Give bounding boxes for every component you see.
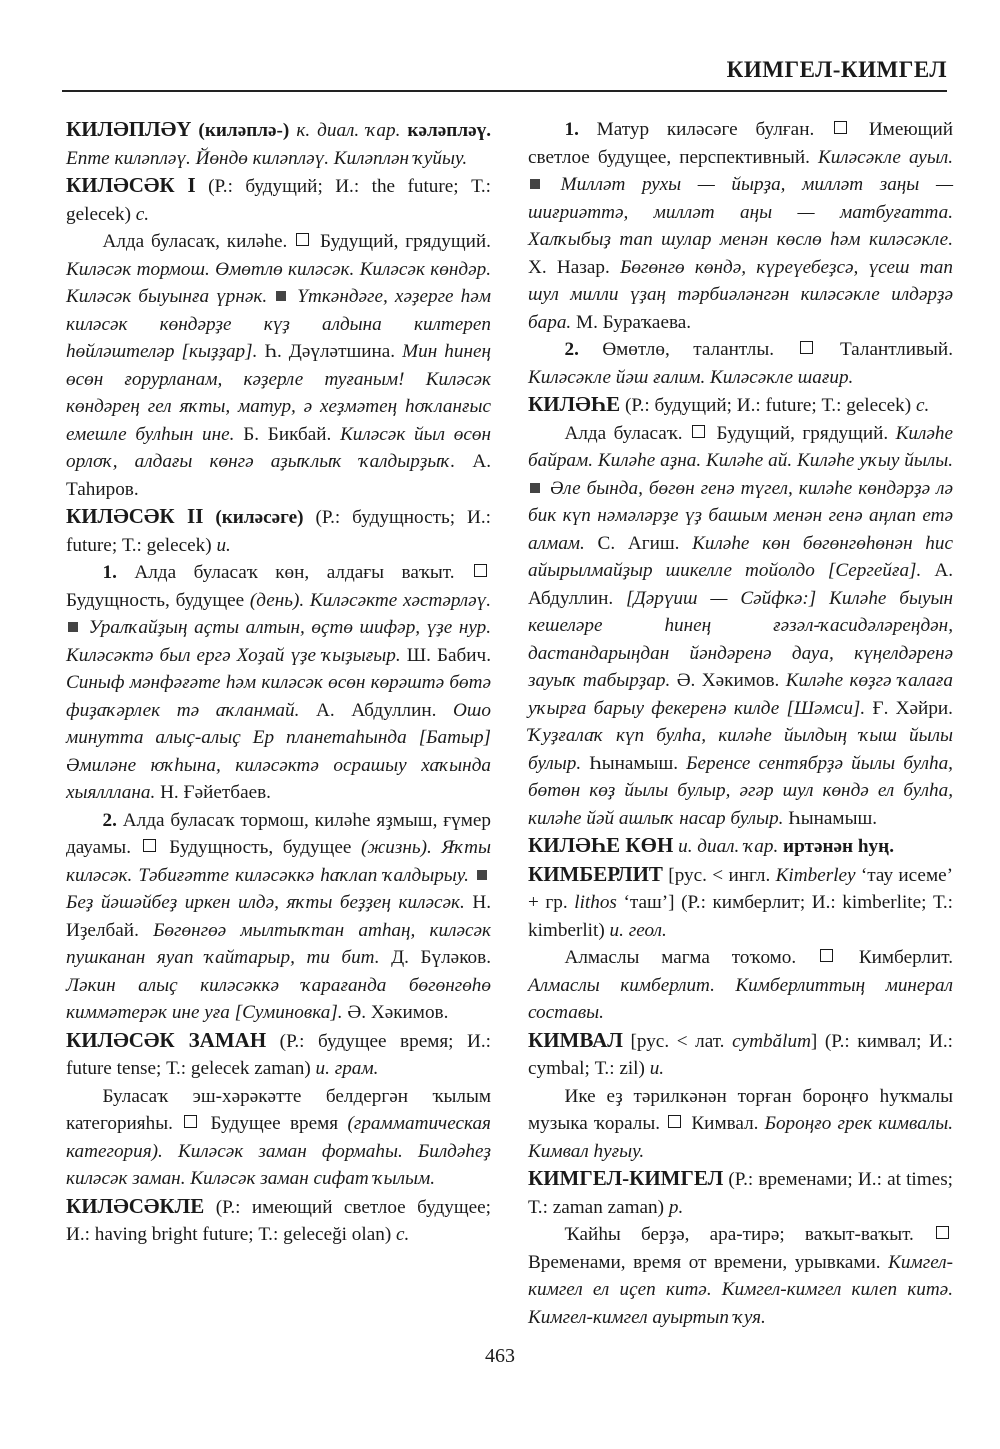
text-run: Х. Назар.	[528, 256, 621, 278]
text-run: Будущность, будущее	[159, 837, 361, 858]
text-run: Беренсе сентябрҙә йылы булһа, бөтөн көҙ йылы булыр, әгәр шул көндә ел булһа, киләһе йәй ашлыҡ насар булыр.	[528, 752, 953, 829]
text-run: (грамматическая категория). Киләсәк заман формаһы. Билдәһеҙ киләсәк заман. Киләсәк заман сифат ҡылым.	[66, 1113, 491, 1189]
russian-equivalent-box-icon	[800, 341, 813, 354]
text-run: Д. Бүләков.	[391, 947, 491, 968]
text-run: Епте киләпләү. Йөндө киләпләү. Киләплән ҡуйыу.	[66, 147, 468, 169]
definition-paragraph	[528, 420, 953, 833]
text-run: Ә. Хәкимов.	[676, 670, 786, 691]
text-run: с.	[915, 395, 930, 416]
text-run: lithos	[574, 892, 617, 913]
text-run: иртәнән һуң.	[783, 836, 895, 857]
text-run: Өмөтлө, талантлы.	[602, 339, 798, 360]
text-run: 1.	[564, 119, 597, 140]
text-run: Ә. Хәкимов.	[347, 1002, 449, 1023]
right-column	[528, 116, 953, 1331]
headword: КИЛӘСӘКЛЕ	[66, 1193, 205, 1218]
text-run: Кимгел-кимгел ел иҫеп китә. Кимгел-кимгел килеп китә. Кимгел-кимгел ауыртып ҡуя.	[528, 1251, 953, 1328]
entry-headword-line	[66, 172, 491, 228]
text-run: Б. Бикбай.	[243, 423, 341, 445]
text-run: Киләһе көҙгә ҡалаға уҡырға барыу фекеренә килде [Шәмси].	[528, 670, 953, 719]
entry-headword-line	[66, 1027, 491, 1083]
text-run: (Р.: будущее время; И.: future tense; Т.: gelecek zaman)	[66, 1030, 492, 1079]
russian-equivalent-box-icon	[692, 425, 705, 438]
definition-paragraph	[528, 116, 953, 336]
text-run: Әле бында, бөгөн генә түгел, киләһе көндәрҙә лә бик күп нәмәләрҙе үҙ башым менән генә аңлап етә алмам.	[528, 477, 953, 554]
text-run: Киләсәк йыл өсөн орлоҡ, алдағы көнгә аҙыҡлыҡ ҡалдырҙыҡ.	[66, 423, 491, 472]
text-run: Матур киләсәге булған.	[596, 119, 833, 140]
text-run: и. грам.	[315, 1058, 379, 1079]
text-run: Синыф мәнфәғәте һәм киләсәк өсөн көрәштә бөтә фиҙаҡәрлек тә аҡланмай.	[66, 672, 491, 721]
text-run: Беҙ йәшәйбеҙ иркен илдә, яҡты беҙҙең киләсәк.	[66, 892, 473, 913]
headword: КИМВАЛ	[528, 1027, 623, 1052]
text-run: Кимвал.	[685, 1113, 765, 1134]
definition-paragraph	[528, 336, 953, 391]
text-run: р.	[668, 1196, 684, 1218]
headword: КИЛӘҺЕ	[528, 392, 621, 416]
quotation-marker-icon	[477, 870, 487, 880]
headword: КИЛӘПЛӘҮ	[66, 117, 192, 141]
definition-paragraph	[66, 1083, 491, 1193]
text-run: cymbălum	[732, 1030, 811, 1052]
text-run: Временами, время от времени, урывками.	[528, 1251, 889, 1273]
text-run: Алмаслы кимберлит. Кимберлиттың минерал составы.	[528, 974, 953, 1023]
entry-headword-line	[528, 832, 953, 861]
text-run: Н. Ғәйетбаев.	[160, 782, 271, 803]
text-run: Үткәндәге, хәҙерге һәм киләсәк көндәрҙе күҙ алдына килтереп һөйләштеләр [кыҙҙар].	[66, 286, 491, 362]
russian-equivalent-box-icon	[936, 1226, 949, 1239]
text-run: А. Абдуллин.	[528, 560, 953, 609]
text-run: (Р.: будущий; И.: future; Т.: gelecek)	[620, 395, 916, 416]
text-run: А. Абдуллин.	[316, 699, 454, 721]
text-run: Kimberley	[775, 864, 856, 886]
text-run: Будущность, будущее	[66, 589, 250, 611]
text-run: А. Таһиров.	[66, 451, 491, 500]
text-run: Киләсәкле ауыл.	[817, 146, 953, 168]
russian-equivalent-box-icon	[474, 564, 487, 577]
text-run: Ике еҙ тәрилкәнән торған бороңғо һуҡмалы музыка ҡоралы.	[528, 1085, 953, 1134]
text-run: ‘таш’] (Р.: кимберлит; И.: kimberlite; Т.: kimberlit)	[528, 892, 953, 941]
text-run: (киләплә-)	[191, 120, 297, 141]
entry-headword-line	[528, 1165, 953, 1221]
text-run: Алда буласаҡ.	[564, 422, 691, 444]
text-run: Ғ. Хәйри.	[872, 697, 953, 719]
text-run: (Р.: будущий; И.: the future; Т.: gelecek)	[66, 176, 492, 225]
header-rule	[62, 90, 947, 92]
text-run: Буласаҡ эш-хәрәкәтте белдергән ҡылым категорияһы.	[66, 1085, 491, 1134]
text-run: Милләт рухы — йырҙа, милләт заңы — шиғриәттә, милләт аңы — матбуғатта. Халҡыбыҙ тап шулар менән көслө һәм киләсәкле.	[528, 174, 953, 250]
text-run: (день). Киләсәкте хәстәрләү.	[249, 589, 491, 611]
text-run: Бороңғо грек кимвалы. Кимвал һуғыу.	[528, 1113, 953, 1162]
quotation-marker-icon	[68, 622, 78, 632]
text-run: Ҡуҙғалаҡ күп булһа, киләһе йылдың ҡыш йылы булыр.	[528, 725, 953, 774]
text-run: кәләпләү.	[407, 120, 491, 141]
entry-headword-line	[528, 1027, 953, 1083]
text-run: 1.	[102, 562, 135, 583]
text-run: (Р.: временами; И.: at times; Т.: zaman zaman)	[528, 1169, 953, 1218]
text-run: ] (Р.: кимвал; И.: cymbal; Т.: zil)	[528, 1030, 953, 1079]
text-run: (Р.: имеющий светлое будущее; И.: having bright future; Т.: geleceği olan)	[66, 1196, 491, 1245]
definition-paragraph	[66, 559, 491, 807]
text-run: Һынамыш.	[589, 752, 687, 774]
text-run: Алда буласаҡ көн, алдағы ваҡыт.	[134, 562, 472, 583]
text-run: Ләкин алыҫ киләсәккә ҡарағанда бөгөнгөһө киммәтерәк ине уға [Суминовка].	[66, 974, 491, 1023]
text-run: и. геол.	[609, 919, 667, 941]
russian-equivalent-box-icon	[668, 1115, 681, 1128]
left-column	[66, 116, 491, 1249]
running-head: КИМГЕЛ-КИМГЕЛ	[726, 57, 947, 82]
definition-paragraph	[66, 228, 491, 503]
text-run: 2.	[102, 809, 123, 831]
text-run: (Р.: будущность; И.: future; Т.: gelecek)	[66, 507, 491, 556]
text-run: С. Агиш.	[597, 532, 693, 554]
text-run: Ш. Бабич.	[406, 644, 491, 666]
quotation-marker-icon	[276, 291, 286, 301]
text-run: 2.	[564, 339, 603, 360]
text-run: [Дәрүиш — Сәйфкә:] Киләһе быуын кешеләре һинең ғәзәл-ҡасидәләреңдән, дастандарыңдан йәндәренә дауа, күңелдәренә зауыҡ табырҙар.	[528, 587, 953, 691]
text-run: [рус. < лат.	[622, 1030, 733, 1052]
text-run: Талантливый.	[816, 339, 953, 360]
russian-equivalent-box-icon	[834, 121, 847, 134]
russian-equivalent-box-icon	[143, 839, 156, 852]
headword: КИМГЕЛ-КИМГЕЛ	[528, 1166, 724, 1190]
definition-paragraph	[66, 807, 491, 1027]
text-run: Киләсәкле йәш ғалим. Киләсәкле шағир.	[528, 366, 854, 388]
text-run: Бөгөнгөә мылтыҡтан атһаң, киләсәк пушканан яуап ҡайтарыр, ти бит.	[66, 919, 491, 968]
text-run: (жизнь). Яҡты киләсәк. Тәбиғәтте киләсәккә һаҡлап ҡалдырыу.	[66, 837, 491, 886]
entry-headword-line	[66, 116, 491, 172]
text-run: Бөгөнгө көндә, күреүебеҙсә, үсеш тап шул милли үҙаң тәрбиәләнгән киләсәкле илдәрҙә бара.	[528, 256, 953, 333]
text-run: с.	[396, 1224, 410, 1245]
text-run: Киләһе көн бөгөнгөһөнән һис айырылмайҙыр шикелле тойолдо [Сергейға].	[528, 532, 953, 581]
text-run: Һ. Дәүләтшина.	[264, 341, 403, 362]
text-run: и.	[649, 1058, 665, 1079]
text-run: [рус. < ингл.	[662, 864, 776, 886]
text-run: Ошо минутта алыҫ-алыҫ Ер планетаһында [Батыр] Әмиләне юҡһына, киләсәктә осрашыу хаҡында хыялллана.	[66, 699, 491, 803]
entry-headword-line	[66, 1193, 491, 1249]
russian-equivalent-box-icon	[820, 949, 833, 962]
text-run: Будущий, грядущий.	[313, 231, 491, 252]
text-run: Киләһе байрам. Киләһе аҙна. Киләһе ай. Киләһе уҡыу йылы.	[528, 422, 953, 471]
text-run: Кимберлит.	[837, 947, 954, 968]
text-run: и.	[216, 534, 231, 556]
definition-paragraph	[528, 944, 953, 1027]
page-number: 463	[485, 1345, 515, 1367]
text-run: Алмаслы магма тоҡомо.	[564, 947, 819, 968]
definition-paragraph	[528, 1083, 953, 1166]
definition-paragraph	[528, 1221, 953, 1331]
russian-equivalent-box-icon	[296, 233, 309, 246]
text-run: Уралҡайҙың аҫты алтын, өҫтө шифәр, үҙе нур. Киләсәктә был ергә Хоҙай үҙе ҡыҙығыр.	[66, 617, 491, 666]
text-run: Будущий, грядущий.	[709, 422, 896, 444]
text-run: Мин һинең өсөн ғорурланам, кәҙерле туғаным! Киләсәк көндәрең гел яҡты, матур, ә хеҙмәтең һоҡланғыс емешле булһын ине.	[66, 341, 491, 445]
entry-headword-line	[528, 861, 953, 945]
text-run: Алда буласаҡ, киләһе.	[102, 231, 295, 252]
text-run: Киләсәк тормош. Өмөтлө киләсәк. Киләсәк көндәр. Киләсәк быуынға үрнәк.	[66, 258, 491, 307]
text-run: ‘тау исеме’ + гр.	[528, 864, 953, 913]
text-run: Һынамыш.	[788, 807, 878, 829]
headword: КИЛӘҺЕ КӨН	[528, 833, 674, 857]
headword: КИЛӘСӘК ЗАМАН	[66, 1027, 267, 1052]
quotation-marker-icon	[530, 483, 540, 493]
text-run: (киләсәге)	[203, 507, 316, 528]
entry-headword-line	[66, 503, 491, 559]
text-run: М. Бураҡаева.	[576, 311, 692, 333]
entry-headword-line	[528, 391, 953, 420]
headword: КИМБЕРЛИТ	[528, 861, 663, 886]
russian-equivalent-box-icon	[184, 1115, 197, 1128]
text-run: Алда буласаҡ тормош, киләһе яҙмыш, ғүмер дауамы.	[66, 809, 491, 858]
text-run: Имеющий светлое будущее, перспективный.	[528, 119, 953, 168]
text-run: Ҡайһы берҙә, ара-тирә; ваҡыт-ваҡыт.	[564, 1224, 934, 1245]
quotation-marker-icon	[530, 179, 540, 189]
headword: КИЛӘСӘК II	[66, 504, 204, 528]
text-run: Будущее время	[201, 1113, 348, 1134]
text-run: к. диал. ҡар.	[296, 120, 408, 141]
text-run: с.	[135, 203, 150, 225]
headword: КИЛӘСӘК I	[66, 173, 196, 197]
text-run: Н. Иҙелбай.	[66, 892, 491, 941]
text-run: и. диал. ҡар.	[673, 836, 784, 857]
